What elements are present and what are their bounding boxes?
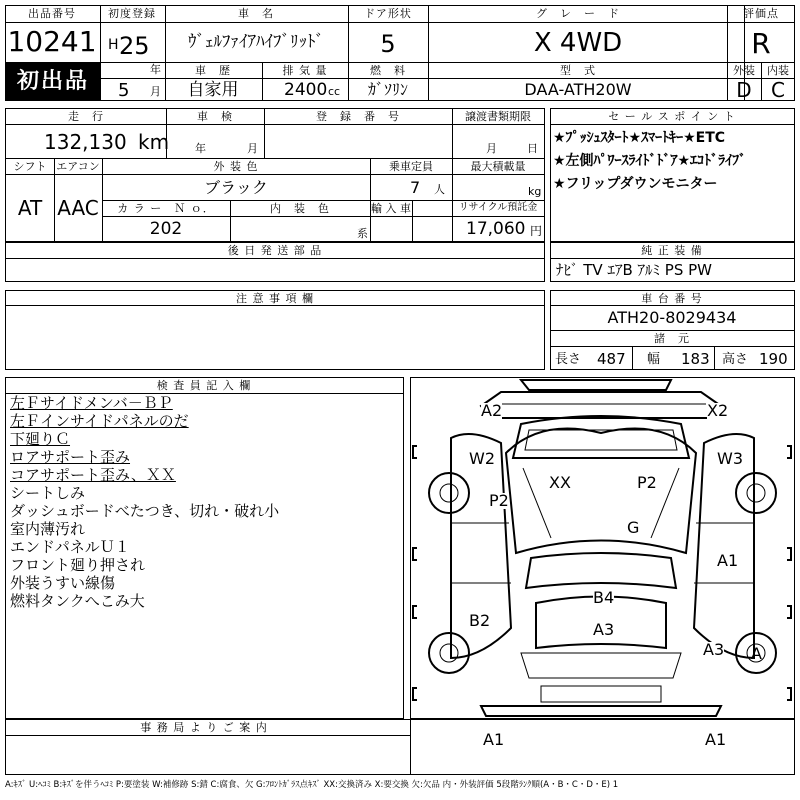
inspection-month-unit: 月	[247, 142, 258, 155]
first-sale-badge: 初出品	[6, 63, 100, 100]
mark-p2-right: P2	[637, 473, 657, 492]
car-diagram-svg	[411, 378, 794, 718]
exterior-grade: D	[736, 78, 752, 102]
mark-a3-right: A3	[703, 640, 725, 659]
mark-p2-left: P2	[489, 491, 509, 510]
max-load-label: 最大積載量	[470, 160, 526, 173]
mark-b2: B2	[469, 611, 491, 630]
inspector-note-line: 左Ｆサイドメンバ－ＢＰ	[10, 394, 173, 412]
max-load-unit: kg	[528, 185, 542, 198]
import-label: 輸 入 車	[371, 202, 411, 215]
legend: A:ｷｽﾞ U:ﾍｺﾐ B:ｷｽﾞを伴うﾍｺﾐ P:要塗装 W:補修跡 S:錆 C:腐食、欠 G:ﾌﾛﾝﾄｶﾞﾗｽ点ｷｽﾞ XX:交換済み X:要交換 欠:欠品 内・外装評価 5段階ﾗﾝｸ順(A・B・C・D・E) 1	[5, 780, 619, 790]
capacity-unit: 人	[434, 183, 445, 196]
inspector-note-line: ダッシュボードべたつき、切れ・破れ小	[10, 502, 280, 520]
fuel: ｶﾞｿﾘﾝ	[367, 80, 409, 99]
notes-label: 注 意 事 項 欄	[236, 292, 314, 305]
office-info-block	[5, 719, 795, 775]
grade-label: グ レ ー ド	[536, 7, 620, 20]
sales-point-2: ★左側ﾊﾟﾜｰｽﾗｲﾄﾞﾄﾞｱ★ｴｺﾄﾞﾗｲﾌﾞ	[553, 153, 747, 169]
sales-points-label: セ ー ル ス ポ イ ン ト	[608, 110, 736, 123]
mark-x2: X2	[707, 401, 729, 420]
displacement-label: 排 気 量	[282, 64, 328, 77]
mark-a1-bottom-left: A1	[483, 730, 505, 749]
inspector-note-line: コアサポート歪み、ＸＸ	[10, 466, 176, 484]
first-reg-year: 25	[119, 32, 150, 60]
exterior-grade-label: 外装	[733, 64, 755, 77]
equipment-label: 純 正 装 備	[641, 244, 703, 257]
transfer-day-unit: 日	[527, 142, 538, 155]
width-label: 幅	[647, 352, 661, 367]
mark-g: G	[627, 518, 640, 537]
mark-w2: W2	[469, 449, 495, 468]
inspector-note-line: 下廻りＣ	[10, 430, 71, 448]
displacement: 2400	[284, 80, 328, 100]
plate-label: 登 録 番 号	[316, 110, 400, 123]
sales-points-block	[550, 108, 795, 242]
first-reg-label: 初度登録	[108, 7, 156, 20]
grade: X 4WD	[533, 28, 623, 58]
length: 487	[597, 350, 626, 368]
exterior-color-label: 外 装 色	[213, 160, 259, 173]
inspector-label: 検 査 員 記 入 欄	[156, 379, 252, 392]
doors: 5	[380, 30, 396, 58]
height: 190	[759, 350, 788, 368]
mark-b4: B4	[593, 588, 615, 607]
vehicle-diagram	[410, 377, 795, 749]
mark-a1-bottom-right: A1	[705, 730, 727, 749]
month-unit: 月	[150, 85, 161, 98]
door-label: ドア形状	[364, 7, 412, 20]
ac-label: エアコン	[56, 160, 100, 173]
interior-color-suffix: 系	[357, 227, 368, 240]
sales-point-3: ★フリップダウンモニター	[553, 176, 718, 192]
equipment-value: ﾅﾋﾞ TV ｴｱB ｱﾙﾐ PS PW	[556, 261, 712, 279]
chassis-label: 車 台 番 号	[641, 292, 703, 305]
recycle-unit: 円	[530, 224, 543, 238]
chassis-number: ATH20-8029434	[607, 308, 737, 327]
inspector-note-line: エンドパネルＵ１	[10, 538, 130, 556]
shift-label: シフト	[13, 160, 47, 173]
dimensions-label: 諸 元	[654, 332, 690, 345]
inspector-note-line: 外装うすい線傷	[10, 574, 116, 592]
interior-grade-label: 内装	[767, 64, 789, 77]
color-no-label: カ ラ ー Ｎ ｏ．	[117, 202, 215, 215]
model-name: ｳﾞｪﾙﾌｧｲｱﾊｲﾌﾞﾘｯﾄﾞ	[188, 32, 324, 52]
color-no: 202	[149, 219, 183, 239]
inspection-label: 車 検	[197, 110, 233, 123]
inspector-note-line: 左Ｆインサイドパネルのだ	[10, 412, 189, 430]
mark-xx: XX	[549, 473, 571, 492]
score-label: 評価点	[743, 7, 779, 20]
recycle-label: リサイクル預託金	[458, 202, 538, 213]
displacement-unit: cc	[328, 85, 341, 98]
history: 自家用	[187, 80, 239, 100]
office-label: 事 務 局 よ り ご 案 内	[140, 721, 268, 734]
exterior-color: ブラック	[204, 178, 268, 197]
mark-a3-center: A3	[593, 620, 615, 639]
width: 183	[681, 350, 710, 368]
lot-no-label: 出品番号	[28, 7, 76, 20]
mark-a-wheel: A	[751, 644, 762, 663]
mileage-unit: km	[138, 130, 170, 154]
shift: AT	[17, 196, 43, 220]
model-code: DAA-ATH20W	[524, 80, 632, 99]
fuel-label: 燃 料	[370, 64, 406, 77]
transfer-label: 譲渡書類期限	[465, 110, 531, 123]
first-reg-month: 5	[118, 80, 130, 101]
inspection-year-unit: 年	[195, 142, 206, 155]
capacity-label: 乗車定員	[389, 160, 433, 173]
inspector-note-line: シートしみ	[10, 484, 86, 502]
sales-point-1: ★ﾌﾟｯｼｭｽﾀｰﾄ★ｽﾏｰﾄｷｰ★ETC	[553, 130, 726, 146]
era: H	[108, 37, 119, 53]
mark-w3: W3	[717, 449, 743, 468]
inspector-note-line: ロアサポート歪み	[10, 448, 131, 466]
interior-color-label: 内 装 色	[270, 202, 330, 215]
model-code-label: 型 式	[560, 64, 596, 77]
model-name-label: 車 名	[238, 7, 274, 20]
inspector-note-line: 燃料タンクへこみ大	[10, 592, 145, 610]
transfer-month-unit: 月	[486, 142, 497, 155]
inspector-note-line: 室内薄汚れ	[10, 520, 86, 538]
score: R	[751, 27, 771, 60]
capacity: 7	[410, 178, 421, 197]
mark-a1-right: A1	[717, 551, 739, 570]
later-parts-label: 後 日 発 送 部 品	[227, 244, 323, 257]
length-label: 長さ	[555, 352, 582, 367]
mileage-label: 走 行	[68, 110, 104, 123]
lot-no: 10241	[7, 25, 97, 58]
history-label: 車 歴	[195, 64, 231, 77]
ac: AAC	[57, 196, 99, 220]
mark-a2: A2	[481, 401, 503, 420]
interior-grade: C	[771, 78, 785, 102]
recycle-fee: 17,060	[466, 219, 526, 239]
year-unit: 年	[150, 63, 161, 76]
vehicle-detail-block	[5, 108, 545, 242]
height-label: 高さ	[722, 352, 749, 367]
mileage: 132,130	[44, 130, 127, 154]
inspector-note-line: フロント廻り押され	[10, 556, 146, 574]
